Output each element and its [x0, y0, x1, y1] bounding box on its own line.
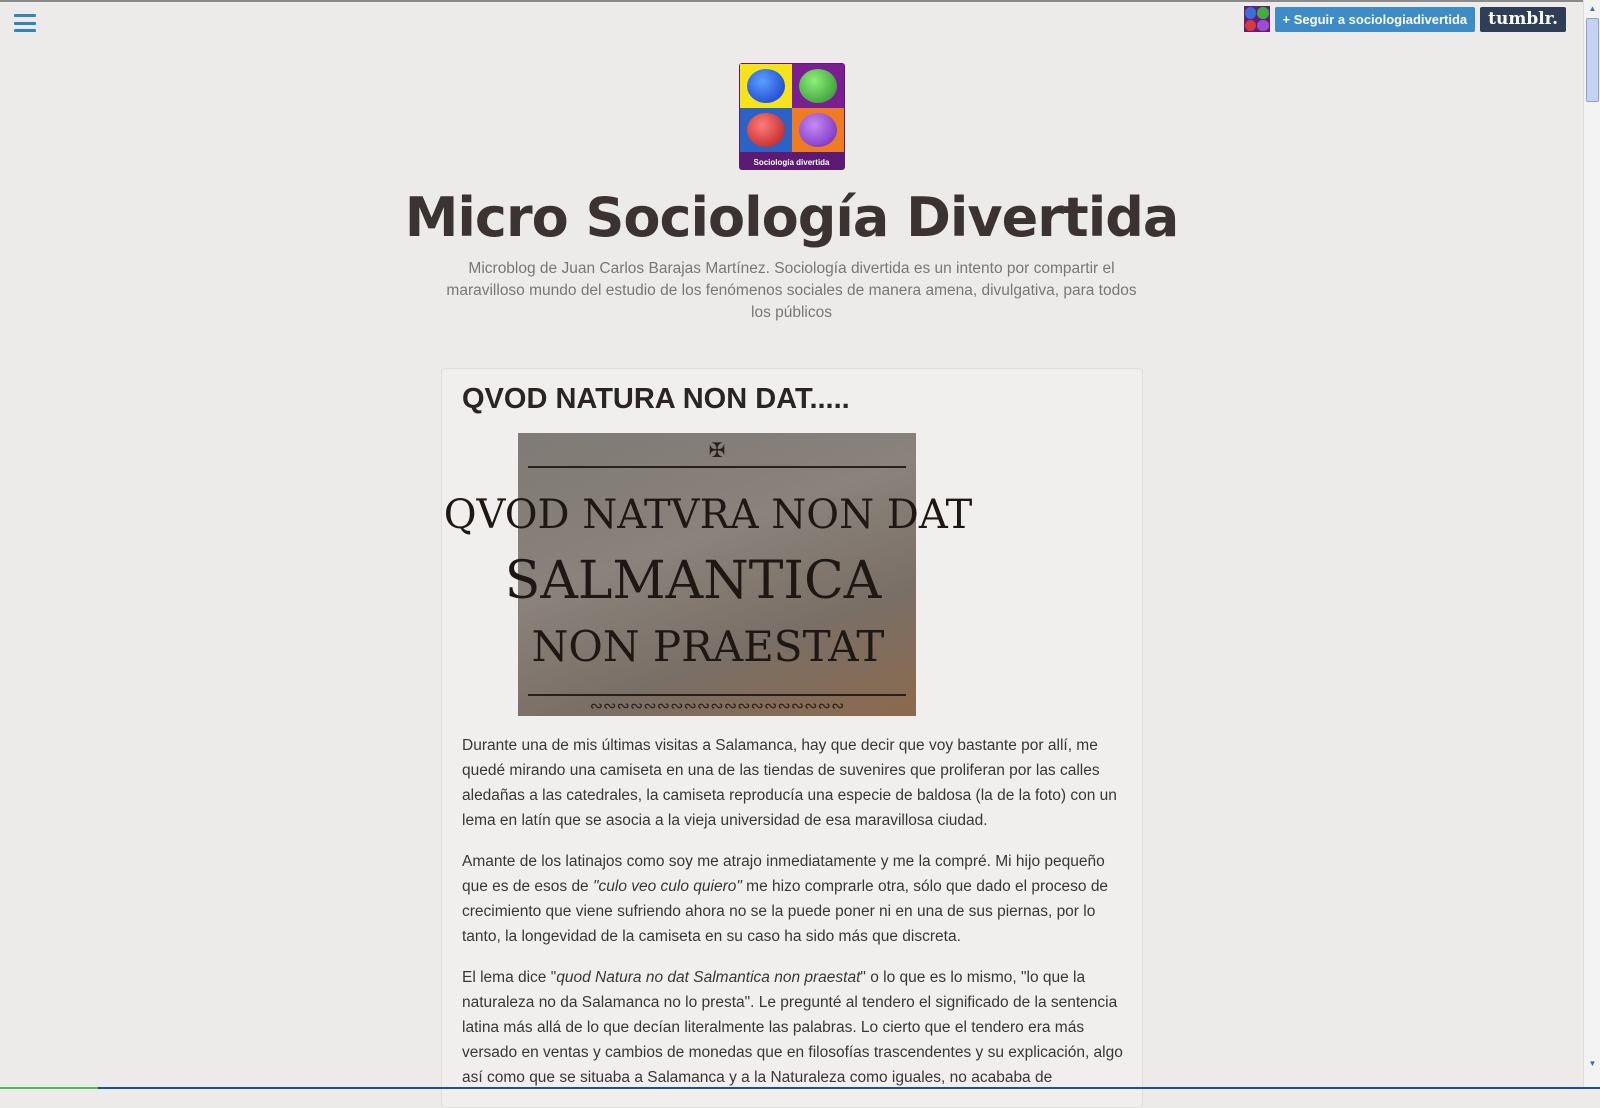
blog-logo[interactable]	[739, 63, 845, 170]
post-paragraph-3: El lema dice "quod Natura no dat Salmantica non praestat" o lo que es lo mismo, "lo que la naturaleza no da Salamanca no lo presta". Le pregunté al tendero el significado de la sentencia latina más allá de lo que decían literalmente las palabras. Lo cierto que el tendero era más versado en ventas y cambios de monedas que en filosofías trascendentes y su explicación, algo así como que se situaba a Salamanca y a la Naturaleza como iguales, no acababa de	[462, 969, 1123, 1086]
blog-description: Microblog de Juan Carlos Barajas Martínez. Sociología divertida es un intento por compartir el maravilloso mundo del estudio de los fenómenos sociales de manera amena, divulgativa, para todos los públicos	[446, 260, 1137, 321]
image-line-2: SALMANTICA	[504, 551, 882, 611]
post-body	[462, 733, 1126, 1106]
scroll-thumb[interactable]	[1586, 18, 1599, 102]
scroll-down-icon[interactable]: ▼	[1588, 1059, 1597, 1068]
post-paragraph-1: Durante una de mis últimas visitas a Salamanca, hay que decir que voy bastante por allí, me quedé mirando una camiseta en una de las tiendas de suvenires que proliferan por las calles aledañas a las catedrales, la camiseta reproducía una especie de baldosa (la de la foto) con un lema en latín que se asocia a la vieja universidad de esa maravillosa ciudad.	[462, 737, 1117, 829]
logo-caption: Sociología divertida	[753, 158, 830, 167]
blog-title[interactable]: Micro Sociología Divertida	[404, 186, 1179, 249]
post-card	[441, 368, 1143, 1108]
scroll-up-icon[interactable]: ▲	[1588, 4, 1597, 13]
blog-avatar-icon[interactable]	[1244, 6, 1270, 32]
post-image[interactable]	[443, 433, 973, 716]
follow-button[interactable]: + Seguir a sociologiadivertida	[1275, 7, 1476, 32]
post-paragraph-2: Amante de los latinajos como soy me atrajo inmediatamente y me la compré. Mi hijo pequeño que es de esos de "culo veo culo quiero" me hizo comprarle otra, sólo que dado el proceso de crecimiento que viene sufriendo ahora no se la puede poner ni en una de sus piernas, por lo tanto, la longevidad de la camiseta en su caso ha sido más que discreta.	[462, 853, 1109, 945]
hamburger-menu-icon[interactable]	[14, 14, 36, 32]
vertical-scrollbar[interactable]	[1583, 0, 1600, 1089]
tumblr-controls	[1244, 6, 1566, 32]
image-line-3: NON PRAESTAT	[531, 622, 885, 671]
blog-header	[0, 63, 1583, 324]
image-scroll-ornament: ∾∾∾∾∾∾∾∾∾∾∾∾∾∾∾∾∾∾∾	[589, 696, 845, 715]
image-line-1: QVOD NATVRA NON DAT	[443, 492, 973, 538]
post-title[interactable]: QVOD NATURA NON DAT.....	[462, 383, 850, 415]
tumblr-logo-button[interactable]: tumblr.	[1480, 7, 1566, 32]
image-cross-icon: ✠	[708, 438, 726, 462]
status-progress	[0, 1087, 98, 1089]
window-top-border	[0, 0, 1600, 2]
status-bar	[0, 1087, 1600, 1089]
